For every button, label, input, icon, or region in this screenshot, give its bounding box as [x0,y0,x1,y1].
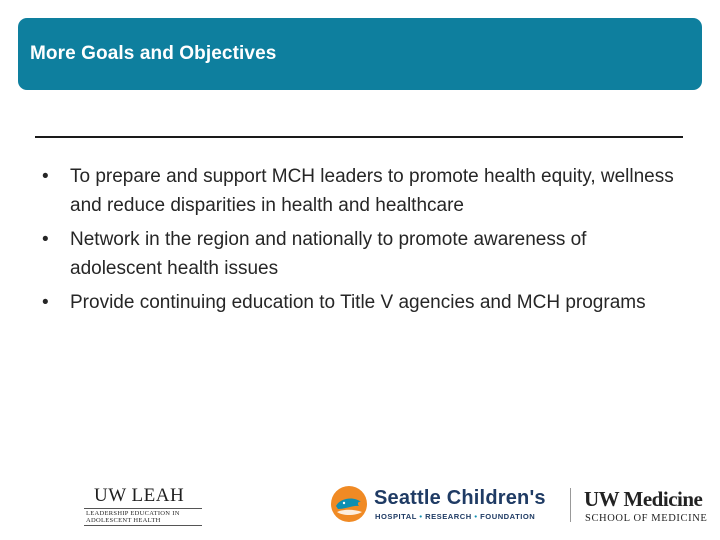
uw-leah-line2: ADOLESCENT HEALTH [86,517,161,524]
bullet-dot: • [42,166,49,187]
seattle-childrens-logo [330,485,560,525]
seattle-childrens-tagline [375,512,535,521]
uw-leah-line1: LEADERSHIP EDUCATION IN [86,510,180,517]
title-divider [35,136,683,138]
bullet-text: Network in the region and nationally to promote awareness of adolescent health issues [70,229,587,279]
uw-leah-rule [84,525,202,526]
uw-medicine-school: SCHOOL OF MEDICINE [585,513,708,524]
bullet-dot: • [42,292,49,313]
tagline-research: RESEARCH [425,512,472,521]
bullet-item [42,288,682,317]
tagline-separator: • [474,512,478,521]
uw-leah-logo [84,485,204,527]
tagline-foundation: FOUNDATION [480,512,536,521]
slide-title: More Goals and Objectives [30,43,277,64]
uw-medicine-logo [584,487,714,527]
tagline-separator: • [419,512,423,521]
bullet-text: Provide continuing education to Title V agencies and MCH programs [70,292,646,313]
bullet-list [42,162,682,322]
logo-divider [570,488,571,522]
bullet-item [42,162,682,220]
uw-medicine-name: UW Medicine [584,487,703,511]
title-banner [18,18,702,90]
bullet-text: To prepare and support MCH leaders to promote health equity, wellness and reduce disparities in health and healthcare [70,166,674,216]
tagline-hospital: HOSPITAL [375,512,417,521]
uw-leah-rule [84,508,202,509]
uw-leah-name: UW LEAH [94,485,185,506]
bullet-item [42,225,682,283]
whale-emblem-icon [330,485,368,523]
bullet-dot: • [42,229,49,250]
seattle-childrens-name: Seattle Children's [374,487,546,509]
